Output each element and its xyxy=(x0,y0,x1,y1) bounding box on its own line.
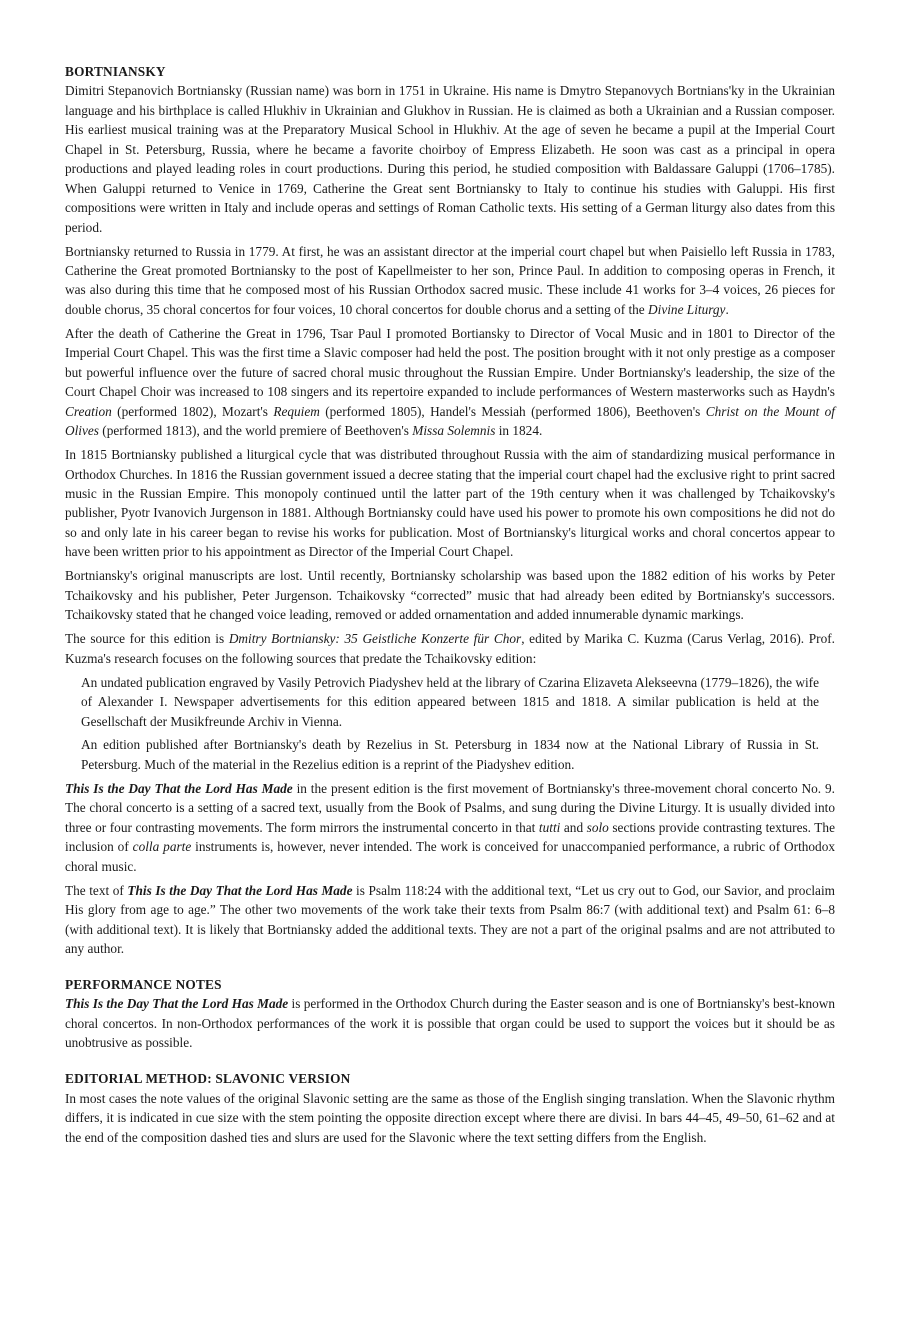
text-run: (performed 1813), and the world premiere of Beethoven's xyxy=(98,423,413,439)
italic-term: colla parte xyxy=(132,839,192,855)
section-heading-editorial: EDITORIAL METHOD: SLAVONIC VERSION xyxy=(65,1071,351,1087)
paragraph-manuscripts: Bortniansky's original manuscripts are lost. Until recently, Bortniansky scholarship was based upon the 1882 edition of his works by Peter Tchaikovsky and his publisher, Peter Jurgenson. Tchaikovsky “corrected” music that had already been edited by Bortniansky's successors. Tchaikovsky stated that he changed voice leading, removed or added ornamentation and added innumerable dynamic markings. xyxy=(65,568,835,623)
paragraph-text-source xyxy=(65,881,835,959)
document-page xyxy=(65,62,835,1152)
bold-italic-title: This Is the Day That the Lord Has Made xyxy=(127,882,353,898)
italic-title: Creation xyxy=(65,403,112,419)
text-run: in the present edition is the first movement of Bortniansky's three-movement choral concerto No. 9. The choral concerto is a setting of a sacred text, usually from the Book of Psalms, and sung during the Divine Liturgy. It is usually divided into three or four contrasting movements. The form mirrors the instrumental concerto in that xyxy=(65,780,835,835)
italic-title: Dmitry Bortniansky: 35 Geistliche Konzerte für Chor xyxy=(228,631,522,647)
paragraph-liturgical-cycle: In 1815 Bortniansky published a liturgical cycle that was distributed throughout Russia with the aim of standardizing musical performance in Orthodox Churches. In 1816 the Russian government issued a decree stating that the imperial court chapel had the exclusive right to print sacred music in the Russian Empire. This monopoly continued until the latter part of the 19th century when it was challenged by Tchaikovsky's publisher, Pyotr Ivanovich Jurgenson in 1881. Although Bortniansky could have used his power to promote his own compositions he did not do so and only late in his career began to revise his works for publication. Most of Bortniansky's liturgical works and choral concertos appear to have been written prior to his appointment as Director of the Imperial Court Chapel. xyxy=(65,447,835,560)
text-run: is performed in the Orthodox Church during the Easter season and is one of Bortniansky's best-known choral concertos. In non-Orthodox performances of the work it is possible that organ could be used to support the voices but it should be as unobtrusive as possible. xyxy=(65,996,835,1051)
paragraph-return-to-russia xyxy=(65,242,835,320)
text-run: The text of xyxy=(65,882,128,898)
text-run: and xyxy=(560,819,587,835)
italic-title: Missa Solemnis xyxy=(412,423,496,439)
paragraph-editorial: In most cases the note values of the original Slavonic setting are the same as those of the English singing translation. When the Slavonic rhythm differs, it is indicated in cue size with the stem pointing the opposite direction except where there are divisi. In bars 44–45, 49–50, 61–62 and at the end of the composition dashed ties and slurs are used for the Slavonic where the text setting differs from the English. xyxy=(65,1090,835,1145)
source-item-rezelius: An edition published after Bortniansky's death by Rezelius in St. Petersburg in 1834 now at the National Library of Russia in St. Petersburg. Much of the material in the Rezelius edition is a reprint of the Piadyshev edition. xyxy=(81,737,819,772)
italic-term: solo xyxy=(586,819,609,835)
text-run: in 1824. xyxy=(495,423,543,439)
text-run: instruments is, however, never intended. The work is conceived for unaccompanied performance, a rubric of Orthodox choral music. xyxy=(65,839,836,874)
section-gap xyxy=(65,963,835,975)
text-run: , edited by Marika C. Kuzma (Carus Verlag, 2016). Prof. Kuzma's research focuses on the following sources that predate the Tchaikovsky edition: xyxy=(65,631,835,666)
italic-title: Christ on the Mount of Olives xyxy=(65,403,835,439)
text-run: (performed 1805), Handel's Messiah (performed 1806), Beethoven's xyxy=(319,403,706,419)
italic-term: tutti xyxy=(538,819,561,835)
source-item-piadyshev: An undated publication engraved by Vasily Petrovich Piadyshev held at the library of Czarina Elizaveta Alekseevna (1779–1826), the wife of Alexander I. Newspaper advertisements for this edition appeared between 1815 and 1818. A similar publication is held at the Gesellschaft der Musikfreunde Archiv in Vienna. xyxy=(81,674,819,729)
section-heading-bortniansky: BORTNIANSKY xyxy=(65,64,166,79)
italic-title: Requiem xyxy=(273,403,320,419)
paragraph-concerto xyxy=(65,779,835,876)
paragraph-source xyxy=(65,629,835,668)
text-run: (performed 1802), Mozart's xyxy=(111,403,274,419)
paragraph-director xyxy=(65,324,835,441)
bold-italic-title: This Is the Day That the Lord Has Made xyxy=(65,780,293,796)
text-run: Bortniansky returned to Russia in 1779. At first, he was an assistant director at the imperial court chapel but when Paisiello left Russia in 1783, Catherine the Great promoted Bortniansky to the post of Kapellmeister to her son, Prince Paul. In addition to composing operas in French, it was also during this time that he composed most of his Russian Orthodox sacred music. These include 41 works for 3–4 voices, 26 pieces for double chorus, 35 choral concertos for four voices, 10 choral concertos for double chorus and a setting of the xyxy=(65,243,835,317)
italic-title: Divine Liturgy xyxy=(648,301,726,317)
section-gap xyxy=(65,1057,835,1069)
section-heading-performance: PERFORMANCE NOTES xyxy=(65,976,222,992)
text-run: is Psalm 118:24 with the additional text, “Let us cry out to God, our Savior, and proclaim His glory from age to age.” The other two movements of the work take their texts from Psalm 86:7 (with additional text) and Psalm 61: 6–8 (with additional text). It is likely that Bortniansky added the additional texts. They are not a part of the original psalms and are not attributed to any author. xyxy=(65,882,835,956)
text-run: After the death of Catherine the Great in 1796, Tsar Paul I promoted Bortiansky to Director of Vocal Music and in 1801 to Director of the Imperial Court Chapel. This was the first time a Slavic composer had held the post. The position brought with it not only prestige as a composer but powerful influence over the future of sacred choral music throughout the Russian Empire. Under Bortniansky's leadership, the size of the Court Chapel Choir was increased to 108 singers and its repertoire expanded to include performances of Western masterworks such as Haydn's xyxy=(65,325,835,400)
text-run: The source for this edition is xyxy=(65,631,229,647)
text-run: sections provide contrasting textures. The inclusion of xyxy=(65,819,835,855)
paragraph-biography: Dimitri Stepanovich Bortniansky (Russian name) was born in 1751 in Ukraine. His name is Dmytro Stepanovych Bortnians'ky in the Ukrainian language and his birthplace is called Hlukhiv in Ukrainian and Glukhov in Russian. He is claimed as both a Ukrainian and a Russian composer. His earliest musical training was at the Preparatory Musical School in Hlukhiv. At the age of seven he became a pupil at the Imperial Court Chapel in St. Petersburg, Russia, where he became a favorite choirboy of Empress Elizabeth. He soon was cast as a principal in opera productions and played leading roles in court productions. During this period, he studied composition with Baldassare Galuppi (1706–1785). When Galuppi returned to Venice in 1769, Catherine the Great sent Bortniansky to Italy to continue his studies with Galuppi. His first compositions were written in Italy and include operas and settings of Roman Catholic texts. His setting of a German liturgy also dates from this period. xyxy=(65,83,835,235)
bold-italic-title: This Is the Day That the Lord Has Made xyxy=(65,996,289,1012)
paragraph-performance xyxy=(65,994,835,1052)
text-run: . xyxy=(725,301,729,317)
